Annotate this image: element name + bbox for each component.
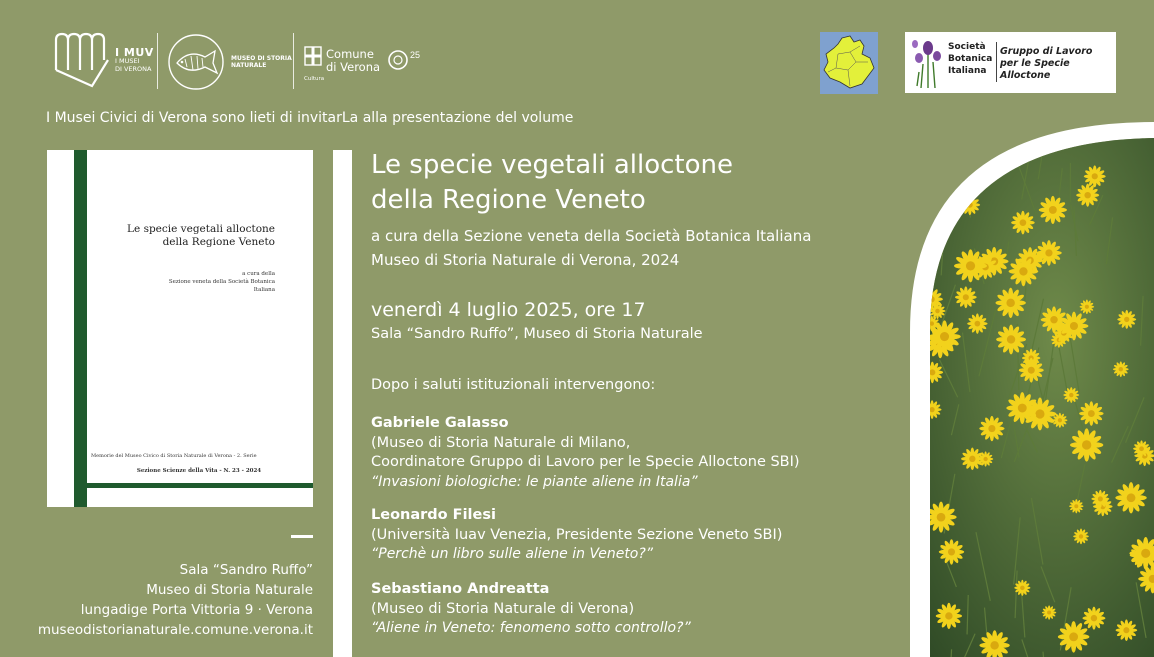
speaker-affiliation: (Università Iuav Venezia, Presidente Sezione Veneto SBI)	[371, 526, 783, 543]
anniversary-badge-icon	[386, 46, 426, 72]
veneto-map-icon	[820, 32, 878, 94]
header-divider	[293, 33, 294, 89]
book-spine-stripe	[74, 150, 87, 507]
muv-logo-icon	[52, 30, 112, 88]
speaker-name: Leonardo Filesi	[371, 507, 496, 523]
book-editor: a cura della Sezione veneta della Società Botanica Italiana	[168, 271, 275, 293]
speaker-affiliation: Coordinatore Gruppo di Lavoro per le Specie Alloctone SBI)	[371, 454, 800, 470]
sbi-divider	[996, 42, 997, 82]
comune-di-verona-wordmark: Comune di Verona	[326, 47, 381, 74]
venue-address: Sala “Sandro Ruffo” Museo di Storia Naturale lungadige Porta Vittoria 9 · Verona museodistorianaturale.comune.verona.it	[10, 560, 313, 640]
flower	[935, 128, 966, 159]
cultura-label: Cultura	[304, 76, 325, 82]
venue-dash	[291, 535, 313, 538]
header-divider	[157, 33, 158, 89]
sbi-logo	[905, 32, 1116, 93]
invitation-intro: I Musei Civici di Verona sono lieti di invitarLa alla presentazione del volume	[46, 110, 574, 126]
speaker-name: Gabriele Galasso	[371, 415, 509, 431]
venue-website-link[interactable]: museodistorianaturale.comune.verona.it	[37, 622, 313, 638]
event-title: Le specie vegetali alloctone della Regione Veneto	[371, 150, 733, 215]
event-place: Sala “Sandro Ruffo”, Museo di Storia Naturale	[371, 326, 703, 342]
svg-text:25: 25	[410, 50, 421, 60]
museo-storia-naturale-wordmark: MUSEO DI STORIA NATURALE	[231, 55, 292, 69]
speaker-block	[371, 506, 782, 565]
speaker-talk-title: “Invasioni biologiche: le piante aliene in Italia”	[371, 473, 698, 490]
iris-flower-icon	[909, 36, 947, 90]
fossil-fish-icon	[167, 33, 225, 91]
event-date: venerdì 4 luglio 2025, ore 17	[371, 299, 646, 321]
book-bottom-stripe	[74, 483, 313, 488]
speaker-affiliation: (Museo di Storia Naturale di Milano,	[371, 434, 631, 451]
speaker-block	[371, 414, 800, 492]
yellow-flowers-photo	[910, 122, 1154, 657]
speaker-affiliation: (Museo di Storia Naturale di Verona)	[371, 600, 635, 617]
book-title: Le specie vegetali alloctone della Regione Veneto	[127, 223, 275, 248]
speakers-intro: Dopo i saluti istituzionali intervengono:	[371, 377, 656, 393]
flower	[968, 131, 991, 154]
book-series: Memorie del Museo Civico di Storia Naturale di Verona - 2. Serie	[91, 453, 257, 459]
decorative-bar	[333, 150, 352, 657]
speaker-name: Sebastiano Andreatta	[371, 581, 550, 597]
sbi-name: Società Botanica Italiana	[948, 42, 993, 76]
verona-coat-of-arms-icon	[304, 45, 322, 67]
speaker-talk-title: “Aliene in Veneto: fenomeno sotto controllo?”	[371, 620, 691, 636]
book-section: Sezione Scienze della Vita - N. 23 - 2024	[136, 468, 262, 474]
book-cover	[47, 150, 313, 507]
muv-wordmark: I MUV I MUSEI DI VERONA	[115, 46, 154, 73]
speaker-block	[371, 580, 691, 639]
speaker-talk-title: “Perchè un libro sulle aliene in Veneto?”	[371, 546, 654, 562]
event-subtitle: a cura della Sezione veneta della Società Botanica Italiana Museo di Storia Naturale di Verona, 2024	[371, 227, 812, 269]
sbi-working-group: Gruppo di Lavoro per le Specie Alloctone	[1000, 46, 1093, 81]
